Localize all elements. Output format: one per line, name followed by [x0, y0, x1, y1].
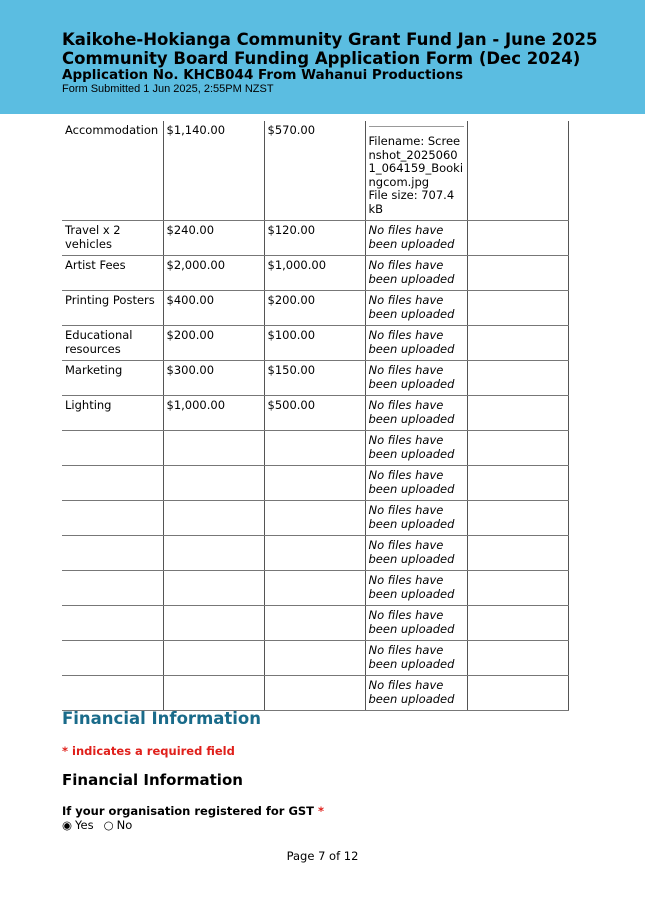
table-row	[62, 676, 568, 711]
amount-requested-cell	[264, 221, 365, 256]
total-cost-cell-text: $1,000.00	[166, 398, 226, 412]
amount-requested-cell	[264, 501, 365, 536]
total-cost-cell	[163, 641, 264, 676]
file-cell	[365, 291, 467, 326]
item-cell	[62, 361, 163, 396]
item-cell-text: Printing Posters	[65, 293, 155, 307]
file-cell-text: No files have been uploaded	[368, 538, 455, 566]
empty-cell	[467, 396, 568, 431]
file-cell-text: No files have been uploaded	[368, 503, 455, 531]
item-cell	[62, 571, 163, 606]
file-cell-text: No files have been uploaded	[368, 328, 455, 356]
file-cell	[365, 361, 467, 396]
amount-requested-cell-text: $1,000.00	[267, 258, 327, 272]
amount-requested-cell-text: $150.00	[267, 363, 316, 377]
amount-requested-cell	[264, 536, 365, 571]
gst-option-no-label: No	[116, 818, 133, 832]
budget-table	[62, 121, 569, 711]
amount-requested-cell-text: $570.00	[267, 123, 316, 137]
item-cell	[62, 676, 163, 711]
total-cost-cell	[163, 361, 264, 396]
file-cell	[365, 396, 467, 431]
form-title-line2: Community Board Funding Application Form (Dec 2024)	[62, 49, 581, 68]
empty-cell	[467, 536, 568, 571]
item-cell-text: Travel x 2 vehicles	[65, 223, 121, 251]
total-cost-cell	[163, 501, 264, 536]
table-row	[62, 361, 568, 396]
item-cell	[62, 121, 163, 221]
item-cell	[62, 396, 163, 431]
amount-requested-cell	[264, 606, 365, 641]
total-cost-cell	[163, 676, 264, 711]
file-cell	[365, 536, 467, 571]
file-cell	[365, 676, 467, 711]
amount-requested-cell-text: $100.00	[267, 328, 316, 342]
total-cost-cell-text: $240.00	[166, 223, 215, 237]
item-cell	[62, 291, 163, 326]
item-cell-text: Accommodation	[65, 123, 159, 137]
page-number: Page 7 of 12	[286, 849, 359, 863]
item-cell	[62, 256, 163, 291]
gst-question-label	[62, 804, 324, 818]
item-cell	[62, 221, 163, 256]
amount-requested-cell	[264, 256, 365, 291]
empty-cell	[467, 676, 568, 711]
empty-cell	[467, 361, 568, 396]
total-cost-cell	[163, 256, 264, 291]
total-cost-cell	[163, 431, 264, 466]
item-cell-text: Artist Fees	[65, 258, 126, 272]
table-row	[62, 641, 568, 676]
amount-requested-cell	[264, 326, 365, 361]
subsection-title: Financial Information	[62, 771, 243, 789]
file-cell	[365, 571, 467, 606]
required-star: *	[318, 804, 325, 818]
amount-requested-cell	[264, 571, 365, 606]
file-cell-text: No files have been uploaded	[368, 398, 455, 426]
total-cost-cell	[163, 536, 264, 571]
total-cost-cell	[163, 466, 264, 501]
total-cost-cell-text: $2,000.00	[166, 258, 226, 272]
radio-selected-icon: ◉	[62, 818, 73, 832]
total-cost-cell-text: $200.00	[166, 328, 215, 342]
file-cell	[365, 501, 467, 536]
table-row	[62, 571, 568, 606]
empty-cell	[467, 121, 568, 221]
file-cell	[365, 641, 467, 676]
gst-radio-group	[62, 818, 132, 832]
file-cell-text: No files have been uploaded	[368, 223, 455, 251]
item-cell-text: Educational resources	[65, 328, 133, 356]
total-cost-cell	[163, 121, 264, 221]
file-cell	[365, 431, 467, 466]
amount-requested-cell	[264, 291, 365, 326]
empty-cell	[467, 221, 568, 256]
item-cell	[62, 501, 163, 536]
gst-option-no[interactable]	[104, 818, 133, 832]
submitted-line: Form Submitted 1 Jun 2025, 2:55PM NZST	[62, 83, 274, 95]
page-header	[0, 0, 645, 114]
file-cell-text: Filename: Screenshot_20250601_064159_Bookingcom.jpg File size: 707.4 kB	[369, 126, 464, 216]
empty-cell	[467, 326, 568, 361]
item-cell	[62, 641, 163, 676]
gst-option-yes-label: Yes	[75, 818, 94, 832]
amount-requested-cell	[264, 396, 365, 431]
file-cell-text: No files have been uploaded	[368, 643, 455, 671]
file-cell-text: No files have been uploaded	[368, 363, 455, 391]
empty-cell	[467, 641, 568, 676]
amount-requested-cell	[264, 466, 365, 501]
file-cell	[365, 221, 467, 256]
empty-cell	[467, 256, 568, 291]
total-cost-cell	[163, 606, 264, 641]
table-row	[62, 501, 568, 536]
gst-option-yes[interactable]	[62, 818, 94, 832]
table-row	[62, 536, 568, 571]
item-cell-text: Marketing	[65, 363, 123, 377]
amount-requested-cell	[264, 676, 365, 711]
empty-cell	[467, 431, 568, 466]
file-cell	[365, 326, 467, 361]
file-cell-text: No files have been uploaded	[368, 433, 455, 461]
total-cost-cell-text: $300.00	[166, 363, 215, 377]
table-row	[62, 291, 568, 326]
item-cell	[62, 431, 163, 466]
table-row	[62, 121, 568, 221]
gst-question-text: If your organisation registered for GST	[62, 804, 315, 818]
total-cost-cell	[163, 326, 264, 361]
file-cell-text: No files have been uploaded	[368, 258, 455, 286]
amount-requested-cell	[264, 121, 365, 221]
table-row	[62, 396, 568, 431]
file-cell	[365, 466, 467, 501]
table-row	[62, 466, 568, 501]
total-cost-cell	[163, 571, 264, 606]
table-row	[62, 606, 568, 641]
item-cell	[62, 606, 163, 641]
item-cell	[62, 466, 163, 501]
file-cell-text: No files have been uploaded	[368, 573, 455, 601]
empty-cell	[467, 501, 568, 536]
amount-requested-cell-text: $500.00	[267, 398, 316, 412]
file-cell-text: No files have been uploaded	[368, 678, 455, 706]
table-row	[62, 431, 568, 466]
amount-requested-cell-text: $200.00	[267, 293, 316, 307]
amount-requested-cell	[264, 641, 365, 676]
total-cost-cell	[163, 291, 264, 326]
total-cost-cell	[163, 396, 264, 431]
file-cell	[365, 606, 467, 641]
radio-unselected-icon: ○	[103, 818, 114, 832]
item-cell	[62, 536, 163, 571]
application-line: Application No. KHCB044 From Wahanui Productions	[62, 67, 463, 83]
budget-table-body	[62, 121, 568, 711]
empty-cell	[467, 571, 568, 606]
item-cell	[62, 326, 163, 361]
table-row	[62, 256, 568, 291]
empty-cell	[467, 606, 568, 641]
table-row	[62, 326, 568, 361]
form-title-line1: Kaikohe-Hokianga Community Grant Fund Jan - June 2025	[62, 30, 598, 49]
file-cell-text: No files have been uploaded	[368, 468, 455, 496]
total-cost-cell	[163, 221, 264, 256]
amount-requested-cell	[264, 361, 365, 396]
table-row	[62, 221, 568, 256]
amount-requested-cell-text: $120.00	[267, 223, 316, 237]
section-title: Financial Information	[62, 709, 262, 728]
file-cell	[365, 256, 467, 291]
required-field-note: * indicates a required field	[62, 744, 235, 758]
file-cell	[365, 121, 467, 221]
item-cell-text: Lighting	[65, 398, 112, 412]
file-cell-text: No files have been uploaded	[368, 608, 455, 636]
empty-cell	[467, 291, 568, 326]
file-cell-text: No files have been uploaded	[368, 293, 455, 321]
empty-cell	[467, 466, 568, 501]
total-cost-cell-text: $400.00	[166, 293, 215, 307]
total-cost-cell-text: $1,140.00	[166, 123, 226, 137]
amount-requested-cell	[264, 431, 365, 466]
